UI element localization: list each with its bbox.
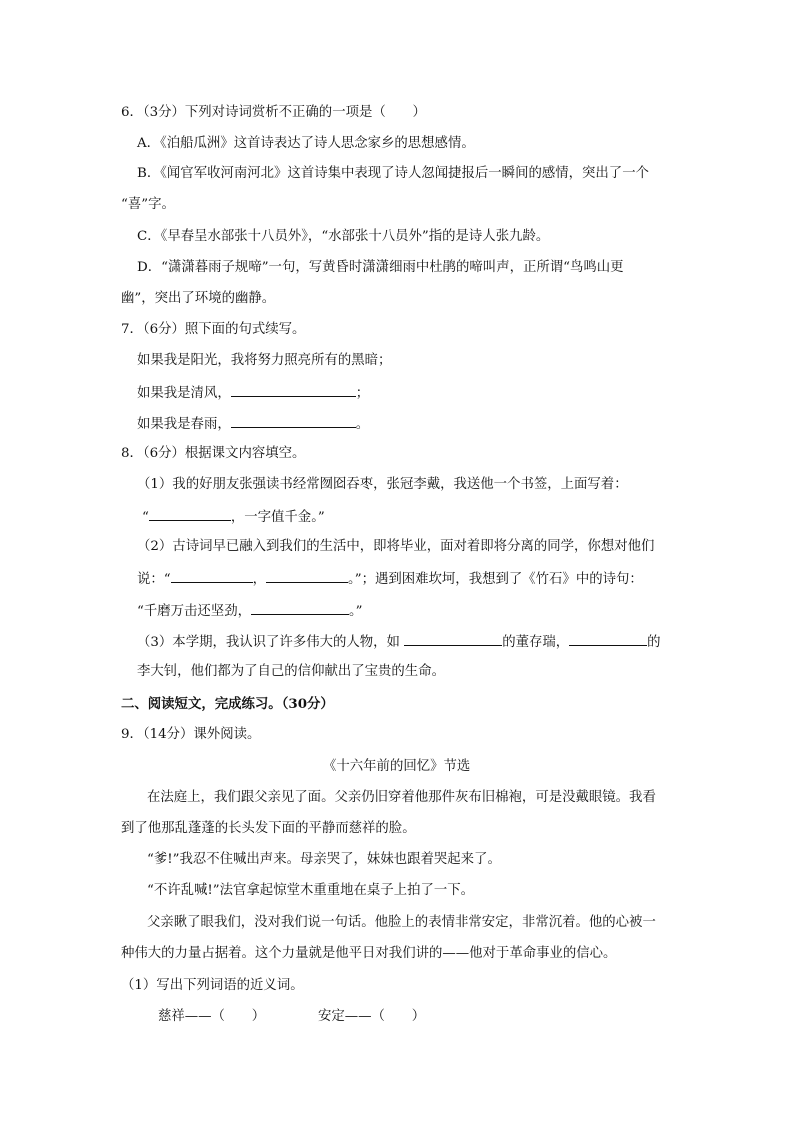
answer-blank[interactable] [569, 632, 647, 646]
q8-part1-cont: “ ，一字值千金。” [142, 507, 325, 527]
answer-blank[interactable] [171, 569, 253, 583]
q6-option-d-cont: 幽”，突出了环境的幽静。 [121, 291, 276, 306]
q8-stem: 8．（6分）根据课文内容填空。 [121, 446, 306, 461]
q6-stem: 6．（3分）下列对诗词赏析不正确的一项是（ ） [121, 105, 426, 120]
q7-line-qingfeng: 如果我是清风， ； [137, 383, 369, 403]
q6-option-d: D．“潇潇暮雨子规啼”一句，写黄昏时潇潇细雨中杜鹃的啼叫声，正所谓“鸟鸣山更 [137, 260, 624, 275]
passage-para2: “爹!”我忍不住喊出声来。母亲哭了，妹妹也跟着哭起来了。 [147, 852, 501, 867]
q6-option-a: A．《泊船瓜洲》这首诗表达了诗人思念家乡的思想感情。 [137, 136, 475, 151]
section-heading: 二、阅读短文，完成练习。（30分） [121, 696, 334, 712]
q9-stem: 9．（14分）课外阅读。 [121, 727, 261, 742]
q9-sub1: （1）写出下列词语的近义词。 [121, 978, 304, 993]
q7-stem: 7．（6分）照下面的句式续写。 [121, 322, 306, 337]
answer-blank[interactable] [266, 569, 348, 583]
answer-blank[interactable] [149, 507, 231, 521]
q7-example: 如果我是阳光，我将努力照亮所有的黑暗； [137, 353, 392, 368]
passage-para3: “不许乱喊!”法官拿起惊堂木重重地在桌子上拍了一下。 [147, 883, 475, 898]
answer-blank[interactable] [231, 383, 356, 397]
answer-blank[interactable] [404, 632, 502, 646]
q6-option-b-cont: “喜”字。 [121, 197, 175, 212]
passage-para1: 在法庭上，我们跟父亲见了面。父亲仍旧穿着他那件灰布旧棉袍，可是没戴眼镜。我看 [147, 790, 656, 805]
answer-blank[interactable] [231, 414, 356, 428]
q8-part3: （3）本学期，我认识了许多伟大的人物，如 的董存瑞， 的 [137, 632, 661, 652]
q8-part2-cont: 说：“ ， 。”；遇到困难坎坷，我想到了《竹石》中的诗句： [137, 569, 643, 589]
q8-part2: （2）古诗词早已融入到我们的生活中，即将毕业，面对着即将分离的同学，你想对他们 [137, 539, 655, 554]
passage-para1-cont: 到了他那乱蓬蓬的长头发下面的平静而慈祥的脸。 [121, 821, 416, 836]
q6-option-c: C．《早春呈水部张十八员外》，“水部张十八员外”指的是诗人张九龄。 [137, 229, 550, 244]
passage-para4: 父亲瞅了眼我们，没对我们说一句话。他脸上的表情非常安定，非常沉着。他的心被一 [147, 915, 656, 930]
q9-word-cixiang: 慈祥——（ ） [158, 1009, 266, 1024]
q6-option-b: B．《闻官军收河南河北》这首诗集中表现了诗人忽闻捷报后一瞬间的感情，突出了一个 [137, 166, 649, 181]
passage-title: 《十六年前的回忆》节选 [323, 759, 471, 774]
q8-part1: （1）我的好朋友张强读书经常囫囵吞枣，张冠李戴，我送他一个书签，上面写着： [137, 477, 628, 492]
q8-part3-cont: 李大钊，他们都为了自己的信仰献出了宝贵的生命。 [137, 664, 445, 679]
q7-line-chunyu: 如果我是春雨， 。 [137, 414, 369, 434]
q8-part2-cont2: “千磨万击还坚劲， 。” [137, 601, 363, 621]
passage-para4-cont: 种伟大的力量占据着。这个力量就是他平日对我们讲的——他对于革命事业的信心。 [121, 946, 617, 961]
answer-blank[interactable] [251, 601, 349, 615]
q9-word-anding: 安定——（ ） [318, 1009, 426, 1024]
